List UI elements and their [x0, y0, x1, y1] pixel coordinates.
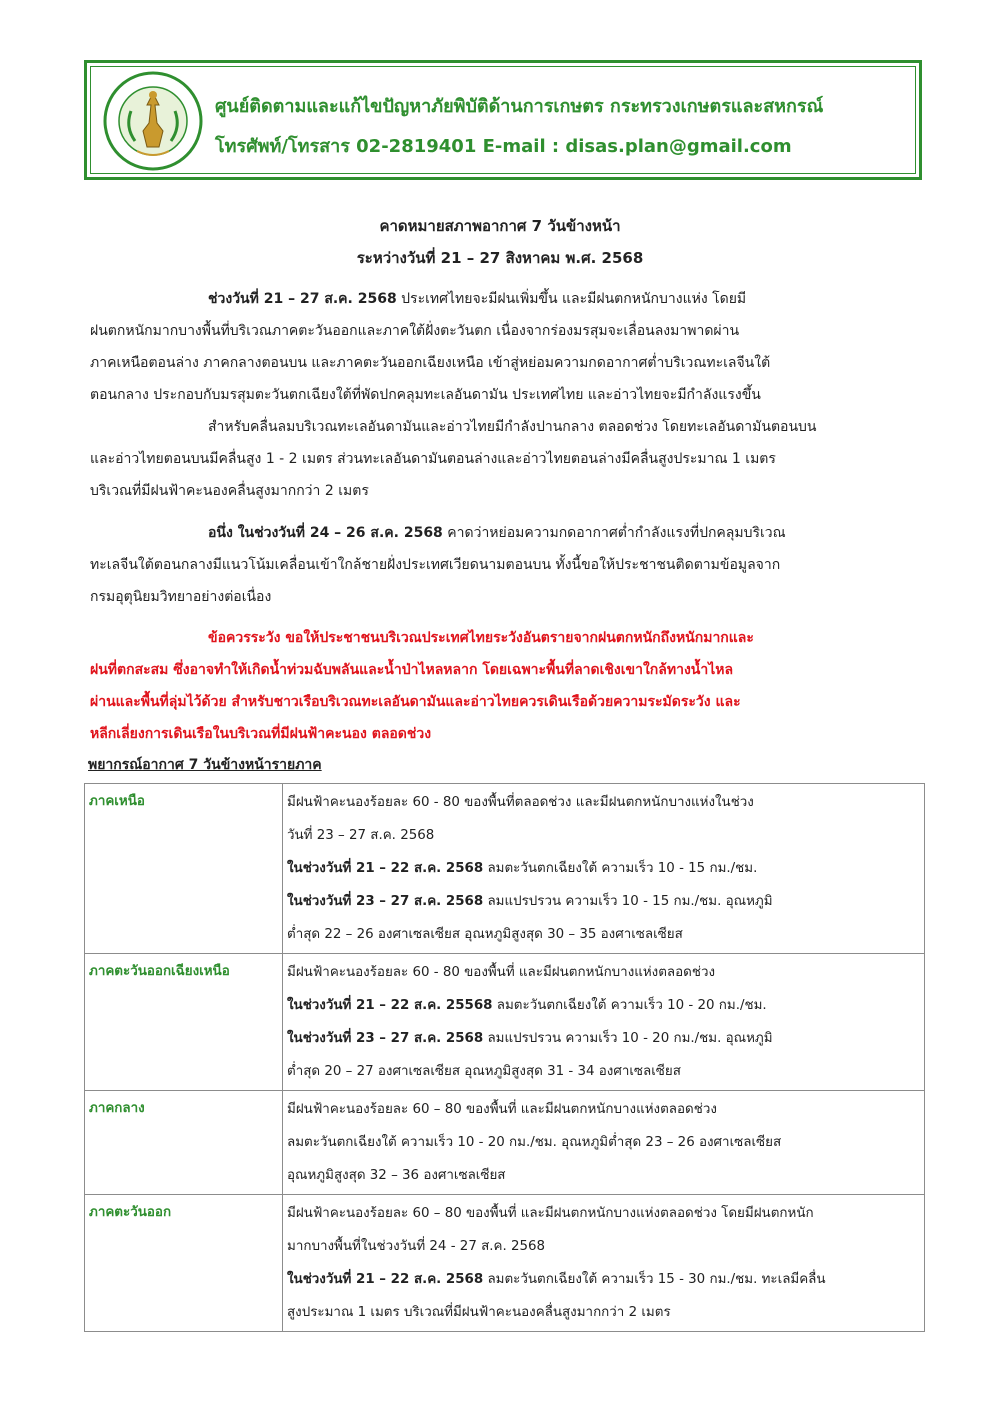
document-title: คาดหมายสภาพอากาศ 7 วันข้างหน้า	[379, 217, 621, 235]
region-forecast: มีฝนฟ้าคะนองร้อยละ 60 – 80 ของพื้นที่ และมีฝนตกหนักบางแห่งตลอดช่วง โดยมีฝนตกหนัก มากบางพื้นที่ในช่วงวันที่ 24 - 27 ส.ค. 2568 ในช่วงวันที่ 21 – 22 ส.ค. 2568 ลมตะวันตกเฉียงใต้ ความเร็ว 15 - 30 กม./ชม. ทะเลมีคลื่น สูงประมาณ 1 เมตร บริเวณที่มีฝนฟ้าคะนองคลื่นสูงมากกว่า 2 เมตร	[283, 1195, 925, 1332]
forecast-summary-paragraph: ช่วงวันที่ 21 – 27 ส.ค. 2568 ประเทศไทยจะมีฝนเพิ่มขึ้น และมีฝนตกหนักบางแห่ง โดยมี ฝนตกหนักมากบางพื้นที่บริเวณภาคตะวันออกและภาคใต้ฝั่งตะวันตก เนื่องจากร่องมรสุมจะเลื่อนลงมาพาดผ่าน ภาคเหนือตอนล่าง ภาคกลางตอนบน และภาคตะวันออกเฉียงเหนือ เข้าสู่หย่อมความกดอากาศต่ำบริเวณทะเลจีนใต้ ตอนกลาง ประกอบกับมรสุมตะวันตกเฉียงใต้ที่พัดปกคลุมทะเลอันดามัน ประเทศไทย และอ่าวไทยจะมีกำลังแรงขึ้น สำหรับคลื่นลมบริเวณทะเลอันดามันและอ่าวไทยมีกำลังปานกลาง ตลอดช่วง โดยทะเลอันดามันตอนบน และอ่าวไทยตอนบนมีคลื่นสูง 1 - 2 เมตร ส่วนทะเลอันดามันตอนล่างและอ่าวไทยตอนล่างมีคลื่นสูงประมาณ 1 เมตร บริเวณที่มีฝนฟ้าคะนองคลื่นสูงมากกว่า 2 เมตร	[90, 291, 817, 499]
region-name: ภาคตะวันออกเฉียงเหนือ	[85, 954, 283, 1091]
organization-name: ศูนย์ติดตามและแก้ไขปัญหาภัยพิบัติด้านการเกษตร กระทรวงเกษตรและสหกรณ์	[215, 96, 824, 117]
document-date-range: ระหว่างวันที่ 21 – 27 สิงหาคม พ.ศ. 2568	[356, 249, 644, 267]
table-row	[85, 1195, 925, 1332]
letterhead	[84, 60, 922, 180]
low-pressure-note-paragraph: อนึ่ง ในช่วงวันที่ 24 – 26 ส.ค. 2568 คาดว่าหย่อมความกดอากาศต่ำกำลังแรงที่ปกคลุมบริเวณ ทะเลจีนใต้ตอนกลางมีแนวโน้มเคลื่อนเข้าใกล้ชายฝั่งประเทศเวียดนามตอนบน ทั้งนี้ขอให้ประชาชนติดตามข้อมูลจาก กรมอุตุนิยมวิทยาอย่างต่อเนื่อง	[90, 525, 786, 605]
period-lead: ช่วงวันที่ 21 – 27 ส.ค. 2568	[208, 291, 397, 307]
table-row	[85, 1091, 925, 1195]
contact-info: โทรศัพท์/โทรสาร 02-2819401 E-mail : disas.plan@gmail.com	[215, 136, 792, 157]
table-row	[85, 784, 925, 954]
warning-paragraph: ข้อควรระวัง ขอให้ประชาชนบริเวณประเทศไทยระวังอันตรายจากฝนตกหนักถึงหนักมากและ ฝนที่ตกสะสม ซึ่งอาจทำให้เกิดน้ำท่วมฉับพลันและน้ำป่าไหลหลาก โดยเฉพาะพื้นที่ลาดเชิงเขาใกล้ทางน้ำไหล ผ่านและพื้นที่ลุ่มไว้ด้วย สำหรับชาวเรือบริเวณทะเลอันดามันและอ่าวไทยควรเดินเรือด้วยความระมัดระวัง และ หลีกเลี่ยงการเดินเรือในบริเวณที่มีฝนฟ้าคะนอง ตลอดช่วง	[90, 630, 754, 742]
regional-forecast-table	[84, 783, 925, 1332]
region-name: ภาคเหนือ	[85, 784, 283, 954]
note-lead: อนึ่ง ในช่วงวันที่ 24 – 26 ส.ค. 2568	[208, 525, 443, 541]
table-row	[85, 954, 925, 1091]
ministry-seal-logo	[103, 71, 203, 171]
region-name: ภาคกลาง	[85, 1091, 283, 1195]
region-name: ภาคตะวันออก	[85, 1195, 283, 1332]
region-forecast: มีฝนฟ้าคะนองร้อยละ 60 – 80 ของพื้นที่ และมีฝนตกหนักบางแห่งตลอดช่วง ลมตะวันตกเฉียงใต้ ความเร็ว 10 - 20 กม./ชม. อุณหภูมิต่ำสุด 23 – 26 องศาเซลเซียส อุณหภูมิสูงสุด 32 – 36 องศาเซลเซียส	[283, 1091, 925, 1195]
region-forecast: มีฝนฟ้าคะนองร้อยละ 60 - 80 ของพื้นที่ตลอดช่วง และมีฝนตกหนักบางแห่งในช่วง วันที่ 23 – 27 ส.ค. 2568 ในช่วงวันที่ 21 – 22 ส.ค. 2568 ลมตะวันตกเฉียงใต้ ความเร็ว 10 - 15 กม./ชม. ในช่วงวันที่ 23 – 27 ส.ค. 2568 ลมแปรปรวน ความเร็ว 10 - 15 กม./ชม. อุณหภูมิ ต่ำสุด 22 – 26 องศาเซลเซียส อุณหภูมิสูงสุด 30 – 35 องศาเซลเซียส	[283, 784, 925, 954]
regional-forecast-heading: พยากรณ์อากาศ 7 วันข้างหน้ารายภาค	[88, 757, 322, 773]
region-forecast: มีฝนฟ้าคะนองร้อยละ 60 - 80 ของพื้นที่ และมีฝนตกหนักบางแห่งตลอดช่วง ในช่วงวันที่ 21 – 22 ส.ค. 25568 ลมตะวันตกเฉียงใต้ ความเร็ว 10 - 20 กม./ชม. ในช่วงวันที่ 23 – 27 ส.ค. 2568 ลมแปรปรวน ความเร็ว 10 - 20 กม./ชม. อุณหภูมิ ต่ำสุด 20 – 27 องศาเซลเซียส อุณหภูมิสูงสุด 31 - 34 องศาเซลเซียส	[283, 954, 925, 1091]
